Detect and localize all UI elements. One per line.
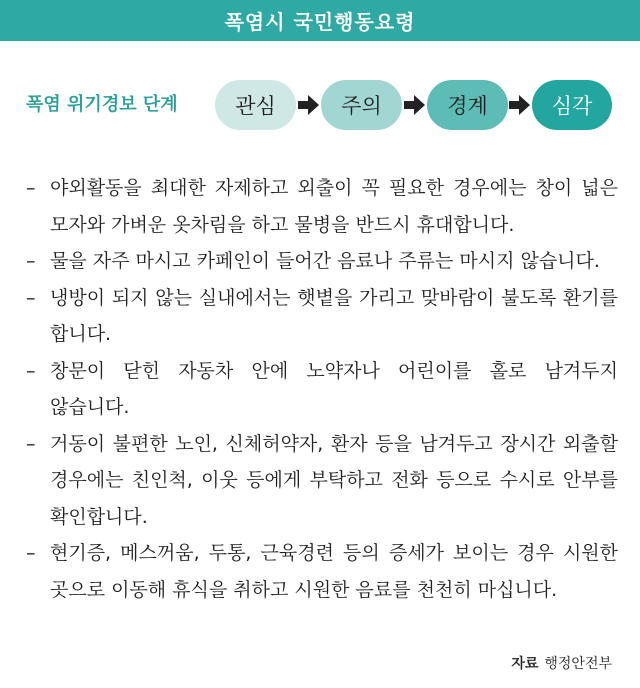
source-value: 행정안전부 <box>544 656 612 672</box>
dash-bullet: – <box>26 177 36 199</box>
dash-bullet: – <box>26 286 36 309</box>
stage-pill-alert: 경계 <box>427 80 508 130</box>
stage-pill-interest: 관심 <box>215 80 296 130</box>
stage-pill-serious: 심각 <box>532 80 612 130</box>
guideline-text: 물을 자주 마시고 카페인이 들어간 음료나 주류는 마시지 않습니다. <box>50 250 600 272</box>
dash-bullet: – <box>26 542 36 564</box>
guideline-text: 현기증, 메스꺼움, 두통, 근육경련 등의 증세가 보이는 경우 시원한 곳으로 이동해 휴식을 취하고 시원한 음료를 천천히 마십니다. <box>50 542 618 601</box>
header-bar <box>0 0 640 41</box>
source-credit <box>511 653 612 673</box>
right-arrow-icon <box>509 95 530 115</box>
warning-stage-row <box>0 74 640 136</box>
guideline-item <box>26 280 618 353</box>
dash-bullet: – <box>26 250 36 272</box>
guideline-list <box>26 170 618 608</box>
guideline-text: 냉방이 되지 않는 실내에서는 햇볕을 가리고 맞바람이 불도록 환기를 합니다. <box>50 286 618 345</box>
page-title: 폭염시 국민행동요령 <box>224 10 416 34</box>
guideline-item <box>26 535 618 608</box>
right-arrow-icon <box>404 95 425 115</box>
stage-pill-caution: 주의 <box>321 80 402 130</box>
guideline-item <box>26 243 618 280</box>
guideline-item <box>26 353 618 426</box>
guideline-text: 창문이 닫힌 자동차 안에 노약자나 어린이를 홀로 남겨두지 않습니다. <box>50 359 618 418</box>
warning-stage-label: 폭염 위기경보 단계 <box>26 94 178 115</box>
dash-bullet: – <box>26 432 36 455</box>
guideline-item <box>26 170 618 243</box>
guideline-text: 야외활동을 최대한 자제하고 외출이 꼭 필요한 경우에는 창이 넓은 모자와 가벼운 옷차림을 하고 물병을 반드시 휴대합니다. <box>50 177 618 236</box>
dash-bullet: – <box>26 359 36 382</box>
guideline-item <box>26 426 618 536</box>
source-label: 자료 <box>511 656 539 672</box>
right-arrow-icon <box>298 95 319 115</box>
guideline-text: 거동이 불편한 노인, 신체허약자, 환자 등을 남겨두고 장시간 외출할 경우에는 친인척, 이웃 등에게 부탁하고 전화 등으로 수시로 안부를 확인합니다. <box>50 432 618 528</box>
